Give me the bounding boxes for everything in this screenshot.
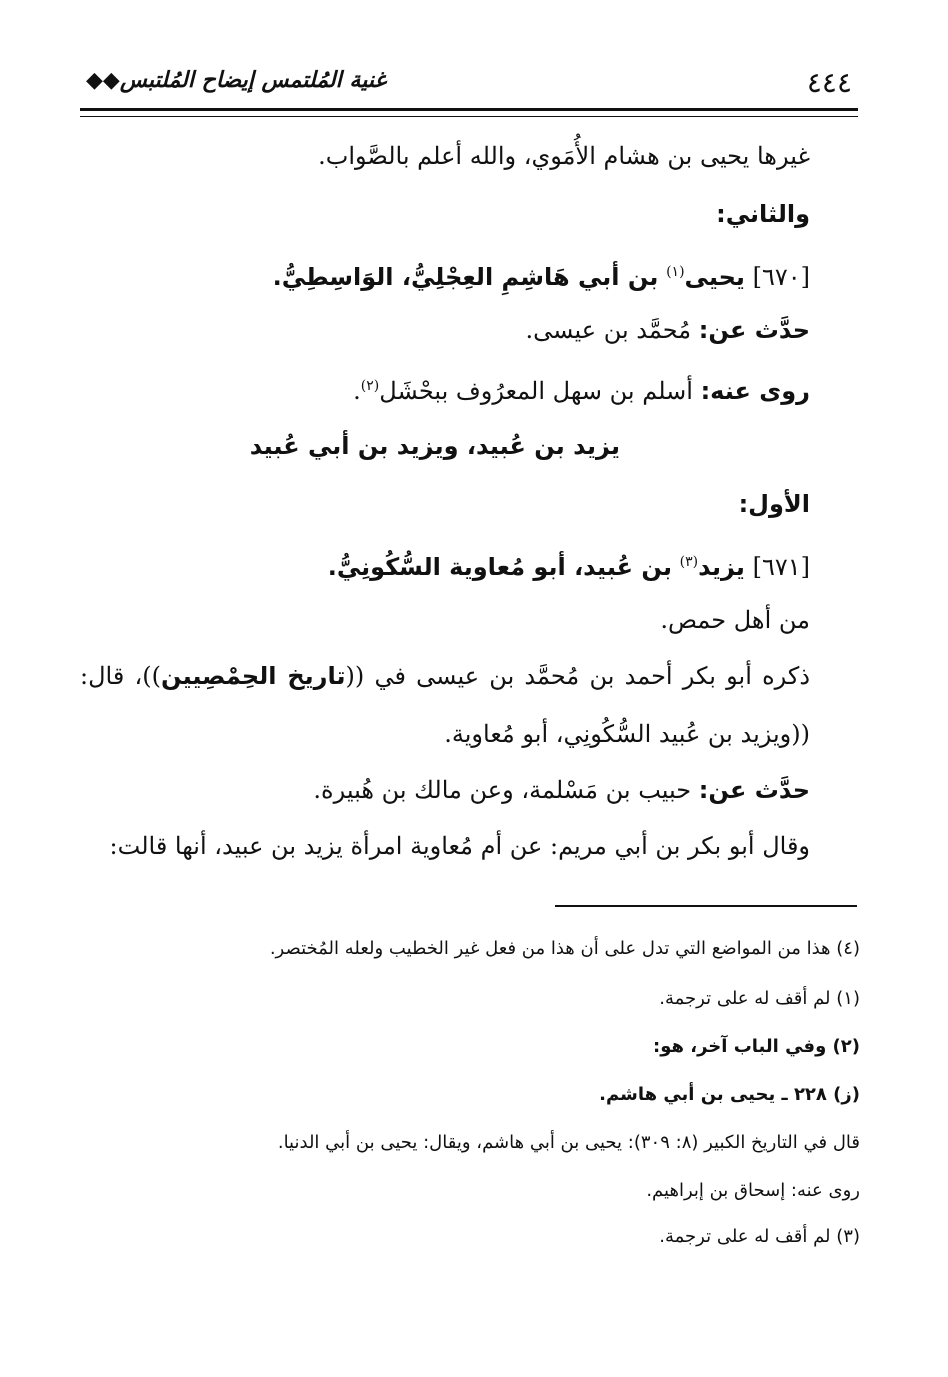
running-title: غنية المُلتمس إيضاح المُلتبس◆◆ (86, 68, 386, 93)
entry-number: [٦٧١] (752, 553, 810, 581)
section-label-first: الأول: (738, 490, 810, 518)
entry-name: يحيى (684, 263, 745, 291)
page-header (80, 62, 858, 102)
footnote: روى عنه: إسحاق بن إبراهيم. (646, 1180, 860, 1201)
book-title: تاريخ الحِمْصِيين (160, 662, 346, 690)
narrated-from-line: حدَّث عن: مُحمَّد بن عيسى. (525, 316, 810, 344)
section-label-second: والثاني: (716, 200, 810, 228)
footnote-ref: (١) (666, 264, 685, 280)
text-line: وقال أبو بكر بن أبي مريم: عن أم مُعاوية امرأة يزيد بن عبيد، أنها قالت: (109, 832, 810, 860)
footnote: (ز) ٢٢٨ ـ يحيى بن أبي هاشم. (599, 1084, 860, 1105)
header-rule-thin (80, 116, 858, 117)
narrated-by-line: روى عنه: أسلم بن سهل المعرُوف ببحْشَل$^{(٢)}$. (353, 377, 810, 405)
narrated-from-line: حدَّث عن: حبيب بن مَسْلمة، وعن مالك بن هُبيرة. (313, 776, 810, 804)
page-number: ٤٤٤ (806, 66, 852, 99)
text-line: من أهل حمص. (660, 606, 810, 634)
footnote: قال في التاريخ الكبير (٨: ٣٠٩): يحيى بن أبي هاشم، ويقال: يحيى بن أبي الدنيا. (277, 1132, 860, 1153)
section-heading: يزيد بن عُبيد، ويزيد بن أبي عُبيد (249, 432, 620, 460)
footnote: (٢) وفي الباب آخر، هو: (653, 1036, 860, 1057)
entry-name: يزيد (698, 553, 745, 581)
footnote-ref: (٢) (360, 378, 380, 394)
entry-number: [٦٧٠] (752, 263, 810, 291)
text-line: ذكره أبو بكر أحمد بن مُحمَّد بن عيسى في ((تاريخ الحِمْصِيين))، قال: (80, 662, 811, 690)
entry-670: [٦٧٠] يحيى$^{(١)}$ بن أبي هَاشِمِ العِجْلِيُّ، الوَاسِطِيُّ. (272, 263, 810, 291)
footnote-separator (555, 905, 857, 907)
footnote: (١) لم أقف له على ترجمة. (659, 988, 860, 1009)
text-line: غيرها يحيى بن هشام الأُمَوي، والله أعلم بالصَّواب. (318, 142, 810, 170)
text-line: ((ويزيد بن عُبيد السُّكُونِي، أبو مُعاوية. (444, 720, 810, 748)
footnote: (٣) لم أقف له على ترجمة. (659, 1226, 860, 1247)
footnote: (٤) هذا من المواضع التي تدل على أن هذا من فعل غير الخطيب ولعله المُختصر. (269, 938, 860, 959)
header-rule-thick (80, 108, 858, 111)
entry-671: [٦٧١] يزيد$^{(٣)}$ بن عُبيد، أبو مُعاوية السُّكُونِيُّ. (327, 553, 810, 581)
footnote-ref: (٣) (679, 554, 699, 570)
